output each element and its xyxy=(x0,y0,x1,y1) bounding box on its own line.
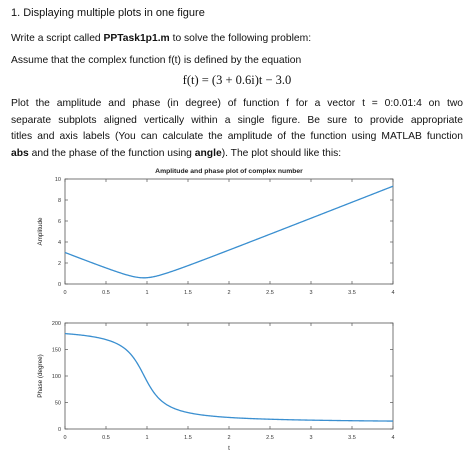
plot-2-x-tick-label: 2 xyxy=(227,435,231,441)
plot-2-x-tick-label: 4 xyxy=(391,435,395,441)
function-equation: f(t) = (3 + 0.6i)t − 3.0 xyxy=(182,73,292,87)
plot-2-y-tick-label: 100 xyxy=(51,374,61,380)
plot-1-x-tick-label: 0 xyxy=(63,290,67,296)
instruction-text-start: Write a script called xyxy=(11,33,104,44)
plot-1-y-tick-label: 0 xyxy=(57,282,61,288)
plot-1-x-tick-label: 2 xyxy=(227,290,231,296)
plot-1-x-tick-label: 4 xyxy=(391,290,395,296)
plot-1-x-tick-label: 1.5 xyxy=(184,290,192,296)
plot-1-y-axis-label: Amplitude xyxy=(37,217,44,246)
plot-1-y-tick-label: 2 xyxy=(57,261,61,267)
plot-2-x-tick-label: 1.5 xyxy=(184,435,192,441)
plot-2-y-tick-label: 50 xyxy=(54,400,61,407)
task-line-4-end: ). The plot should like this: xyxy=(221,147,342,159)
abs-function-name: abs xyxy=(11,147,29,159)
instruction-text-end: to solve the following problem: xyxy=(169,33,312,44)
plot-2-x-tick-label: 0 xyxy=(63,435,67,441)
plot-1-x-tick-label: 1 xyxy=(145,290,149,296)
script-filename: PPTask1p1.m xyxy=(103,33,170,44)
section-heading: 1. Displaying multiple plots in one figure xyxy=(11,7,205,19)
plot-1-y-tick-label: 10 xyxy=(54,177,61,183)
task-line-2: separate subplots aligned vertically within a single figure. Be sure to provide appropriate xyxy=(11,114,463,126)
plot-1-x-tick-label: 2.5 xyxy=(266,290,274,296)
plot-2-x-tick-label: 3.5 xyxy=(348,435,356,441)
plot-1-x-tick-label: 3 xyxy=(309,290,313,296)
plot-2-y-axis-label: Phase (degree) xyxy=(37,354,44,398)
plot-2-x-tick-label: 2.5 xyxy=(266,435,274,441)
plot-2-axes-box xyxy=(65,323,393,429)
task-line-4-mid: and the phase of the function using xyxy=(28,147,195,159)
plot-2-x-tick-label: 0.5 xyxy=(102,435,110,441)
assumption-paragraph: Assume that the complex function f(t) is defined by the equation xyxy=(11,55,302,66)
task-line-1: Plot the amplitude and phase (in degree) of function f for a vector t = 0:0.01:4 on two xyxy=(11,98,463,109)
plot-1-y-tick-label: 8 xyxy=(57,198,61,204)
plot-1-x-tick-label: 3.5 xyxy=(348,290,356,296)
plot-1-title: Amplitude and phase plot of complex number xyxy=(155,168,303,175)
plot-2-x-tick-label: 1 xyxy=(145,435,149,441)
plot-2-y-tick-label: 200 xyxy=(51,321,61,327)
plot-2-x-axis-label: t xyxy=(228,445,230,452)
plot-1-y-tick-label: 4 xyxy=(57,240,61,246)
plot-1-y-tick-label: 6 xyxy=(57,219,61,225)
plot-2-y-tick-label: 150 xyxy=(51,347,61,354)
angle-function-name: angle xyxy=(194,147,222,159)
plot-1-x-tick-label: 0.5 xyxy=(102,290,110,296)
plot-1-axes-box xyxy=(65,179,393,284)
task-line-3: titles and axis labels (You can calculate the amplitude of the function using MATLAB function xyxy=(11,131,463,143)
plot-2-y-tick-label: 0 xyxy=(57,427,61,433)
plot-2-x-tick-label: 3 xyxy=(309,435,313,441)
